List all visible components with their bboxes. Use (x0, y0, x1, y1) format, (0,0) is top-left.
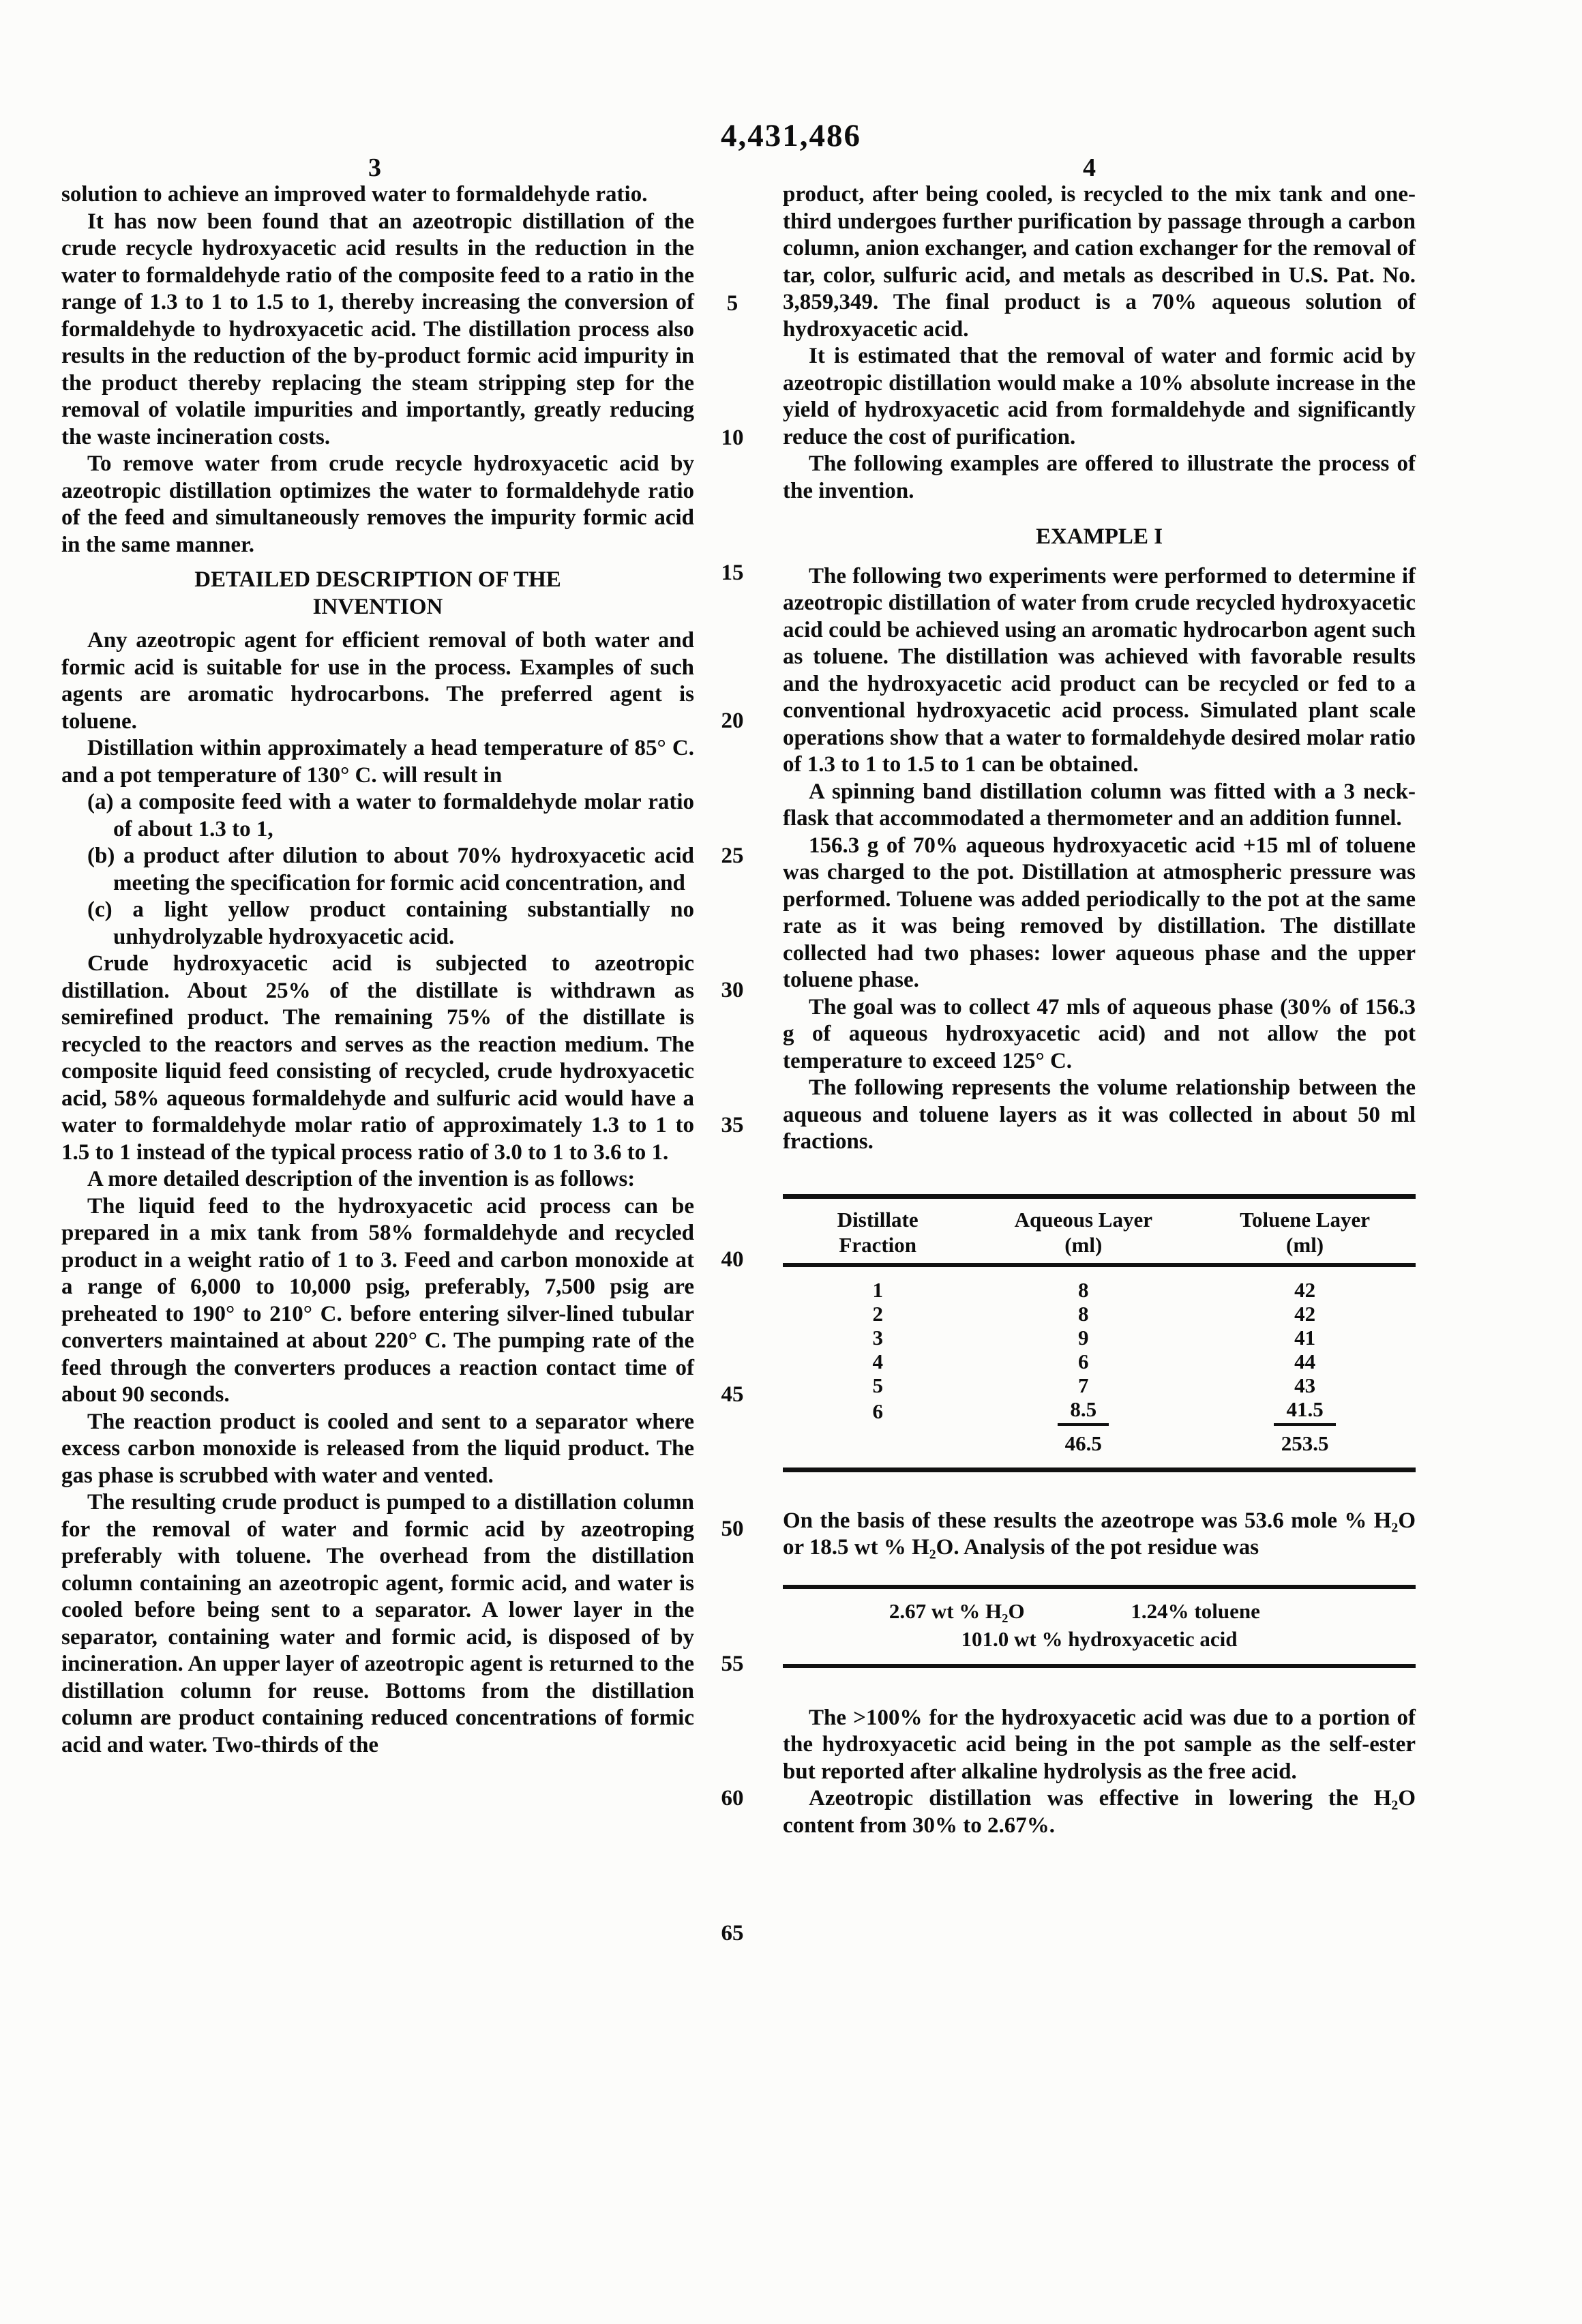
distillate-fraction-table (783, 1194, 1416, 1472)
line-number-25: 25 (721, 844, 744, 868)
table-row (783, 1373, 1416, 1397)
paragraph-any-agent: Any azeotropic agent for efficient removal of both water and formic acid is suitable for use in the process. Examples of such agents are aromatic hydrocarbons. The preferred agent is toluene. (61, 628, 694, 734)
paragraph-volume-relationship: The following represents the volume relationship between the aqueous and toluene layers as it was collected in about 50 ml fractions. (783, 1075, 1416, 1154)
cell-toluene: 42 (1294, 1301, 1316, 1326)
totals-empty-cell (783, 1426, 972, 1470)
pot-residue-table (783, 1585, 1416, 1668)
line-number-30: 30 (721, 978, 744, 1002)
cell-toluene: 44 (1294, 1349, 1316, 1373)
header-aqueous-ml: (ml) (1064, 1232, 1103, 1257)
paragraph-basis-results: On the basis of these results the azeotrope was 53.6 mole % H₂O or 18.5 wt % H₂O. Analysis of the pot residue was (783, 1508, 1416, 1560)
line-number-65: 65 (721, 1921, 744, 1946)
cell-toluene: 43 (1294, 1373, 1316, 1397)
paragraph-crude-subjected: Crude hydroxyacetic acid is subjected to azeotropic distillation. About 25% of the distillate is withdrawn as semirefined product. The remaining 75% of the distillate is recycled to the reactors and serves as the reaction medium. The composite liquid feed consisting of recycled, crude hydroxyacetic acid, 58% aqueous formaldehyde and sulfuric acid would have a water to formaldehyde molar ratio of approximately 1.3 to 1 to 1.5 to 1 instead of the typical process ratio of 3.0 to 1 to 3.6 to 1. (61, 951, 694, 1165)
cell-fraction: 4 (872, 1349, 883, 1373)
header-distillate-fraction (783, 1196, 972, 1265)
cell-aqueous: 8 (1078, 1277, 1089, 1302)
cell-fraction: 3 (872, 1325, 883, 1350)
section-heading-detailed-description (61, 567, 694, 621)
cell-aqueous-underlined: 8.5 (1058, 1397, 1109, 1426)
line-number-10: 10 (721, 426, 744, 450)
paragraph-over-100: The >100% for the hydroxyacetic acid was due to a portion of the hydroxyacetic acid being in the pot sample as the self-ester but reported after alkaline hydrolysis as the free acid. (783, 1705, 1416, 1784)
cell-toluene: 42 (1294, 1277, 1316, 1302)
paragraph-spinning-band: A spinning band distillation column was fitted with a 3 neck-flask that accommodated a thermometer and an addition funnel. (783, 779, 1416, 831)
table-row (783, 1350, 1416, 1373)
list-item-b: (b) a product after dilution to about 70% hydroxyacetic acid meeting the specification for formic acid concentration, and (87, 844, 694, 895)
cell-aqueous: 9 (1078, 1325, 1089, 1350)
header-aqueous: Aqueous Layer (1014, 1207, 1152, 1232)
list-item-c: (c) a light yellow product containing substantially no unhydrolyzable hydroxyacetic acid. (87, 897, 694, 949)
left-column (61, 181, 694, 1759)
cell-aqueous: 7 (1078, 1373, 1089, 1397)
cell-fraction: 1 (872, 1277, 883, 1302)
line-number-35: 35 (721, 1113, 744, 1137)
header-aqueous-layer (972, 1196, 1194, 1265)
cell-aqueous (972, 1397, 1194, 1426)
example-heading: EXAMPLE I (1035, 524, 1163, 549)
table-row (783, 1397, 1416, 1426)
paragraph-reaction-product: The reaction product is cooled and sent to a separator where excess carbon monoxide is released from the liquid product. The gas phase is scrubbed with water and vented. (61, 1409, 694, 1488)
totals-aqueous: 46.5 (1064, 1431, 1102, 1455)
right-column (783, 181, 1416, 1839)
residue-row-1 (783, 1597, 1416, 1625)
header-toluene-ml: (ml) (1286, 1232, 1324, 1257)
paragraph-distillation-conditions: Distillation within approximately a head temperature of 85° C. and a pot temperature of 130° C. will result in (61, 736, 694, 788)
paragraph-remove-water: To remove water from crude recycle hydroxyacetic acid by azeotropic distillation optimizes the water to formaldehyde ratio of the feed and simultaneously removes the impurity formic acid in the same manner. (61, 451, 694, 557)
residue-hydroxyacetic: 101.0 wt % hydroxyacetic acid (961, 1626, 1238, 1651)
line-number-15: 15 (721, 561, 744, 585)
paragraph-more-detailed: A more detailed description of the invention is as follows: (87, 1167, 636, 1191)
section-heading-line2: INVENTION (312, 594, 443, 619)
cell-aqueous: 8 (1078, 1301, 1089, 1326)
line-number-45: 45 (721, 1382, 744, 1407)
cell-fraction: 5 (872, 1373, 883, 1397)
paragraph-product-cooled: product, after being cooled, is recycled to the mix tank and one-third undergoes further purification by passage through a carbon column, anion exchanger, and cation exchanger for the removal of tar, color, sulfuric acid, and metals as described in U.S. Pat. No. 3,859,349. The final product is a 70% aqueous solution of hydroxyacetic acid. (783, 182, 1416, 342)
cell-toluene (1194, 1397, 1416, 1426)
line-number-20: 20 (721, 709, 744, 733)
header-distillate: Distillate (837, 1207, 919, 1232)
table-row (783, 1302, 1416, 1326)
line-number-55: 55 (721, 1652, 744, 1676)
table-row (783, 1326, 1416, 1350)
totals-toluene: 253.5 (1281, 1431, 1329, 1455)
residue-h2o: 2.67 wt % H₂O (889, 1598, 1025, 1623)
right-column-page-number: 4 (1083, 153, 1096, 182)
fraction-table-header (783, 1196, 1416, 1265)
section-heading-line1: DETAILED DESCRIPTION OF THE (194, 567, 561, 592)
cell-fraction: 2 (872, 1301, 883, 1326)
cell-toluene: 41 (1294, 1325, 1316, 1350)
paragraph-azeotropic-found: It has now been found that an azeotropic distillation of the crude recycle hydroxyacetic acid results in the reduction in the water to formaldehyde ratio of the composite feed to a ratio in the range of 1.3 to 1 to 1.5 to 1, thereby increasing the conversion of formaldehyde to hydroxyacetic acid. The distillation process also results in the reduction of the by-product formic acid impurity in the product thereby replacing the steam stripping step for the removal of volatile impurities and importantly, greatly reducing the waste incineration costs. (61, 209, 694, 449)
table-totals-row (783, 1426, 1416, 1470)
cell-fraction: 6 (872, 1399, 883, 1423)
line-number-40: 40 (721, 1247, 744, 1272)
paragraph-effective: Azeotropic distillation was effective in lowering the H₂O content from 30% to 2.67%. (783, 1786, 1416, 1838)
paragraph-estimated: It is estimated that the removal of water and formic acid by azeotropic distillation would make a 10% absolute increase in the yield of hydroxyacetic acid from formaldehyde and significantly reduce the cost of purification. (783, 344, 1416, 449)
paragraph-two-experiments: The following two experiments were performed to determine if azeotropic distillation of water from crude recycled hydroxyacetic acid could be achieved using an aromatic hydrocarbon agent such as toluene. The distillation was achieved with favorable results and the hydroxyacetic acid product can be recycled or fed to a conventional hydroxyacetic acid process. Simulated plant scale operations show that a water to formaldehyde desired molar ratio of 1.3 to 1 to 1.5 to 1 can be obtained. (783, 563, 1416, 777)
residue-toluene: 1.24% toluene (1131, 1598, 1260, 1623)
paragraph-charged-pot: 156.3 g of 70% aqueous hydroxyacetic acid +15 ml of toluene was charged to the pot. Distillation at atmospheric pressure was performed. Toluene was added periodically to the pot at the same rate as it was being removed by distillation. The distillate collected had two phases: lower aqueous phase and the upper toluene phase. (783, 833, 1416, 992)
patent-number: 4,431,486 (721, 118, 861, 153)
table-row (783, 1265, 1416, 1302)
header-fraction: Fraction (839, 1232, 917, 1257)
cell-aqueous: 6 (1078, 1349, 1089, 1373)
line-number-5: 5 (726, 291, 738, 316)
paragraph-goal: The goal was to collect 47 mls of aqueous phase (30% of 156.3 g of aqueous hydroxyacetic acid) and not allow the pot temperature to exceed 125° C. (783, 994, 1416, 1073)
paragraph-following-examples: The following examples are offered to illustrate the process of the invention. (783, 451, 1416, 503)
line-number-60: 60 (721, 1786, 744, 1811)
paragraph-continuation: solution to achieve an improved water to formaldehyde ratio. (61, 182, 648, 207)
line-number-50: 50 (721, 1517, 744, 1541)
header-toluene: Toluene Layer (1240, 1207, 1371, 1232)
paragraph-liquid-feed: The liquid feed to the hydroxyacetic acid process can be prepared in a mix tank from 58% formaldehyde and recycled product in a weight ratio of 1 to 3. Feed and carbon monoxide at a range of 6,000 to 10,000 psig, preferably, 7,500 psig are preheated to 190° to 210° C. before entering silver-lined tubular converters maintained at about 220° C. The pumping rate of the feed through the converters produces a reaction contact time of about 90 seconds. (61, 1193, 694, 1407)
left-column-page-number: 3 (368, 153, 381, 182)
header-toluene-layer (1194, 1196, 1416, 1265)
list-item-a: (a) a composite feed with a water to formaldehyde molar ratio of about 1.3 to 1, (87, 790, 694, 841)
cell-toluene-underlined: 41.5 (1274, 1397, 1335, 1426)
paragraph-resulting-crude: The resulting crude product is pumped to a distillation column for the removal of water and formic acid by azeotroping preferably with toluene. The overhead from the distillation column containing an azeotropic agent, formic acid, and water is cooled before being sent to a separator. A lower layer in the separator, containing water and formic acid, is disposed of by incineration. An upper layer of azeotropic agent is returned to the distillation column for reuse. Bottoms from the distillation column are product containing reduced concentrations of formic acid and water. Two-thirds of the (61, 1490, 694, 1757)
